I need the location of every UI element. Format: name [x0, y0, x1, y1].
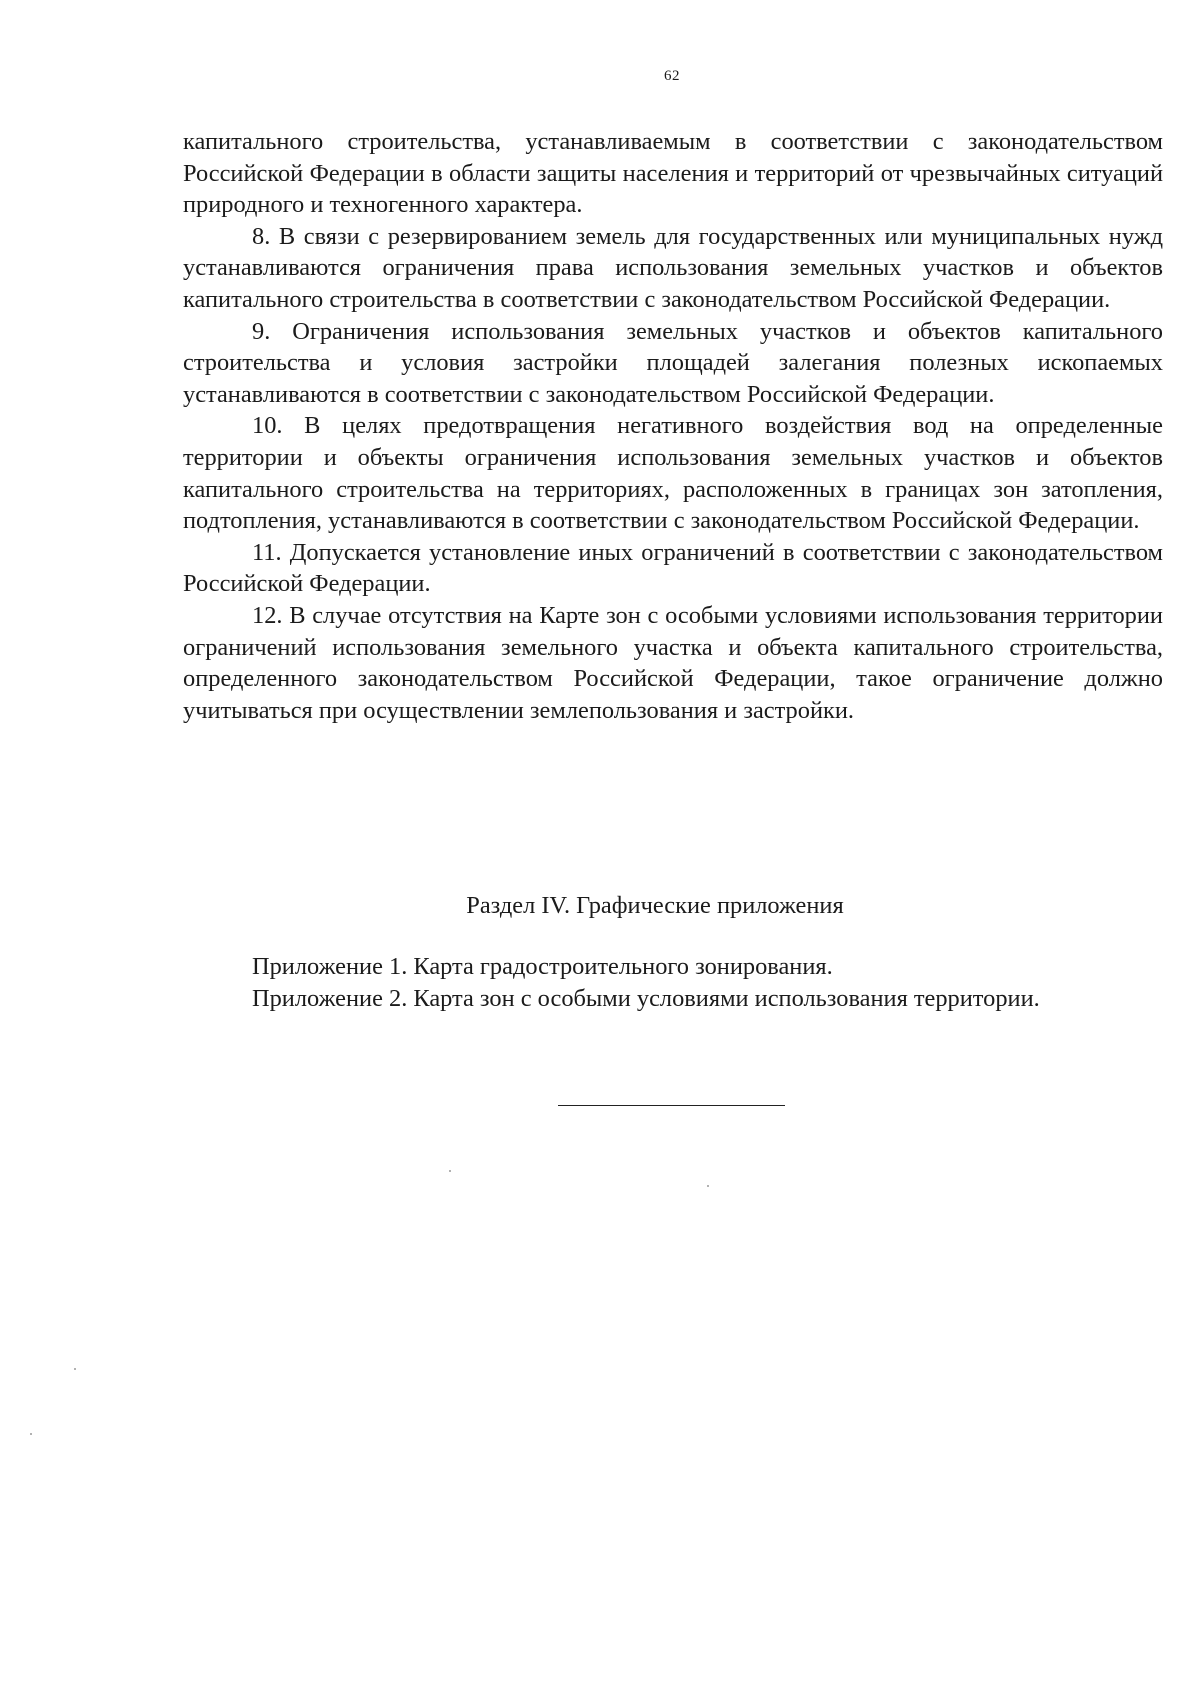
- page-number: 62: [664, 68, 680, 84]
- paragraph-item-12: 12. В случае отсутствия на Карте зон с особыми условиями использования территории ограничений использования земельного участка и объекта капитального строительства, определенного законодательством Российской Федерации, такое ограничение должно учитываться при осуществлении землепользования и застройки.: [183, 601, 1163, 724]
- paragraph-item-9: 9. Ограничения использования земельных участков и объектов капитального строительства и условия застройки площадей залегания полезных ископаемых устанавливаются в соответствии с законодательством Российской Федерации.: [183, 317, 1163, 408]
- scan-speck: [449, 1170, 451, 1172]
- paragraph-item-11: 11. Допускается установление иных ограничений в соответствии с законодательством Российской Федерации.: [183, 538, 1163, 598]
- end-rule: [558, 1105, 785, 1106]
- appendix-item-1: Приложение 1. Карта градостроительного зонирования.: [252, 953, 833, 980]
- scan-speck: [74, 1368, 76, 1370]
- scan-speck: [30, 1433, 32, 1435]
- appendix-item-2: Приложение 2. Карта зон с особыми условиями использования территории.: [252, 985, 1040, 1012]
- appendix-list: [252, 951, 1172, 1015]
- body-text: [183, 126, 1163, 726]
- section-heading: Раздел IV. Графические приложения: [466, 892, 844, 919]
- paragraph-continuation: капитального строительства, устанавливаемым в соответствии с законодательством Российской Федерации в области защиты населения и территорий от чрезвычайных ситуаций природного и техногенного характера.: [183, 128, 1163, 219]
- scan-speck: [707, 1185, 709, 1187]
- paragraph-item-8: 8. В связи с резервированием земель для государственных или муниципальных нужд устанавливаются ограничения права использования земельных участков и объектов капитального строительства в соответствии с законодательством Российской Федерации.: [183, 222, 1163, 313]
- paragraph-item-10: 10. В целях предотвращения негативного воздействия вод на определенные территории и объекты ограничения использования земельных участков и объектов капитального строительства на территориях, расположенных в границах зон затопления, подтопления, устанавливаются в соответствии с законодательством Российской Федерации.: [183, 412, 1163, 535]
